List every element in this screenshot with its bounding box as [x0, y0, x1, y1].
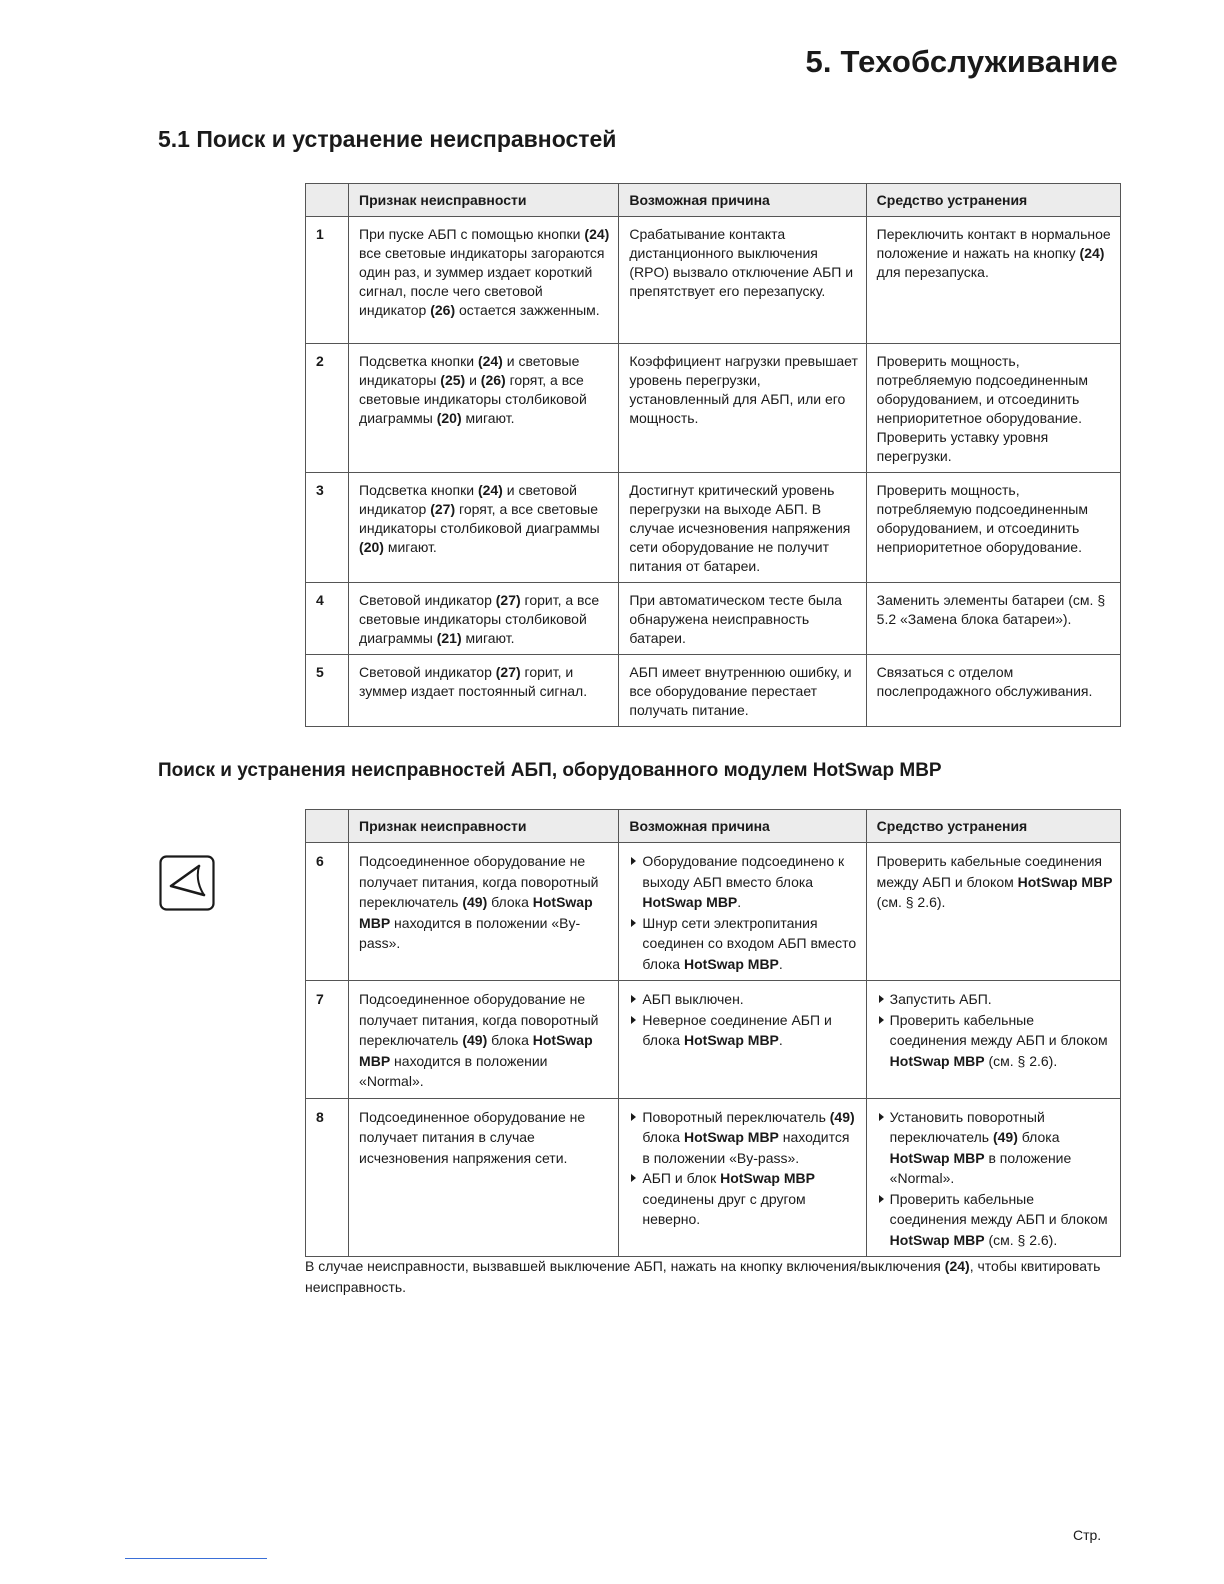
remedy-bullet: Запустить АБП. [877, 989, 1114, 1010]
row-symptom: Световой индикатор (27) горит, а все световые индикаторы столбиковой диаграммы (21) мигают. [349, 583, 619, 655]
row-cause: АБП имеет внутреннюю ошибку, и все оборудование перестает получать питание. [619, 655, 866, 727]
remedy-bullet: Установить поворотный переключатель (49) блока HotSwap MBP в положение «Normal». [877, 1107, 1114, 1189]
row-symptom: Подсоединенное оборудование не получает питания, когда поворотный переключатель (49) блока HotSwap MBP находится в положении «Normal». [349, 981, 619, 1099]
table-row [306, 473, 1121, 583]
row-remedy: Связаться с отделом послепродажного обслуживания. [866, 655, 1120, 727]
row-cause: Срабатывание контакта дистанционного выключения (RPO) вызвало отключение АБП и препятствует его перезапуску. [619, 217, 866, 344]
row-symptom: При пуске АБП с помощью кнопки (24) все световые индикаторы загораются один раз, и зуммер издает короткий сигнал, после чего световой индикатор (26) остается зажженным. [349, 217, 619, 344]
row-number: 5 [306, 655, 349, 727]
header-remedy: Средство устранения [866, 184, 1120, 217]
note-pointer-icon [159, 855, 215, 911]
row-cause: При автоматическом тесте была обнаружена неисправность батареи. [619, 583, 866, 655]
table-row [306, 843, 1121, 981]
header-cause: Возможная причина [619, 184, 866, 217]
table-row [306, 655, 1121, 727]
row-number: 8 [306, 1098, 349, 1257]
table-row [306, 344, 1121, 473]
row-symptom: Подсоединенное оборудование не получает питания, когда поворотный переключатель (49) блока HotSwap MBP находится в положении «By-pass». [349, 843, 619, 981]
remedy-bullet: Проверить кабельные соединения между АБП и блоком HotSwap MBP (см. § 2.6). [877, 1189, 1114, 1251]
remedy-bullet: Проверить кабельные соединения между АБП и блоком HotSwap MBP (см. § 2.6). [877, 1010, 1114, 1072]
row-remedy [866, 981, 1120, 1099]
row-symptom: Подсветка кнопки (24) и световые индикаторы (25) и (26) горят, а все световые индикаторы столбиковой диаграммы (20) мигают. [349, 344, 619, 473]
chapter-title: 5. Техобслуживание [805, 44, 1118, 79]
row-number: 6 [306, 843, 349, 981]
subsection-title: Поиск и устранения неисправностей АБП, оборудованного модулем HotSwap MBP [158, 760, 942, 781]
troubleshooting-table [305, 183, 1121, 727]
row-cause [619, 843, 866, 981]
row-symptom: Световой индикатор (27) горит, и зуммер издает постоянный сигнал. [349, 655, 619, 727]
row-remedy [866, 843, 1120, 981]
cause-bullet: АБП и блок HotSwap MBP соединены друг с другом неверно. [629, 1168, 859, 1230]
header-symptom: Признак неисправности [349, 810, 619, 843]
table-row [306, 1098, 1121, 1257]
row-number: 3 [306, 473, 349, 583]
page-label: Стр. [1073, 1527, 1102, 1543]
section-title: 5.1 Поиск и устранение неисправностей [158, 126, 617, 152]
header-number [306, 810, 349, 843]
table-header-row [306, 184, 1121, 217]
row-remedy: Переключить контакт в нормальное положение и нажать на кнопку (24) для перезапуска. [866, 217, 1120, 344]
cause-bullet: Неверное соединение АБП и блока HotSwap MBP. [629, 1010, 859, 1051]
header-cause: Возможная причина [619, 810, 866, 843]
cause-bullet: Шнур сети электропитания соединен со входом АБП вместо блока HotSwap MBP. [629, 913, 859, 975]
table-row [306, 217, 1121, 344]
footnote: В случае неисправности, вызвавшей выключение АБП, нажать на кнопку включения/выключения (24), чтобы квитировать неисправность. [305, 1258, 1101, 1295]
hotswap-troubleshooting-table [305, 809, 1121, 1257]
table-row [306, 981, 1121, 1099]
table-header-row [306, 810, 1121, 843]
cause-bullet: Оборудование подсоединено к выходу АБП вместо блока HotSwap MBP. [629, 851, 859, 913]
row-symptom: Подсоединенное оборудование не получает питания в случае исчезновения напряжения сети. [349, 1098, 619, 1257]
row-symptom: Подсветка кнопки (24) и световой индикатор (27) горят, а все световые индикаторы столбиковой диаграммы (20) мигают. [349, 473, 619, 583]
row-remedy: Проверить мощность, потребляемую подсоединенным оборудованием, и отсоединить неприоритетное оборудование. [866, 473, 1120, 583]
cause-bullet: АБП выключен. [629, 989, 859, 1010]
row-remedy: Проверить мощность, потребляемую подсоединенным оборудованием, и отсоединить неприоритетное оборудование. Проверить уставку уровня перегрузки. [866, 344, 1120, 473]
bottom-rule [125, 1558, 267, 1559]
row-number: 2 [306, 344, 349, 473]
row-number: 1 [306, 217, 349, 344]
row-remedy [866, 1098, 1120, 1257]
row-number: 4 [306, 583, 349, 655]
row-remedy: Заменить элементы батареи (см. § 5.2 «Замена блока батареи»). [866, 583, 1120, 655]
row-cause: Достигнут критический уровень перегрузки на выходе АБП. В случае исчезновения напряжения сети оборудование не получит питания от батареи. [619, 473, 866, 583]
table-row [306, 583, 1121, 655]
row-number: 7 [306, 981, 349, 1099]
cause-bullet: Поворотный переключатель (49) блока HotSwap MBP находится в положении «By-pass». [629, 1107, 859, 1169]
header-symptom: Признак неисправности [349, 184, 619, 217]
row-cause [619, 981, 866, 1099]
row-cause: Коэффициент нагрузки превышает уровень перегрузки, установленный для АБП, или его мощность. [619, 344, 866, 473]
header-remedy: Средство устранения [866, 810, 1120, 843]
header-number [306, 184, 349, 217]
row-cause [619, 1098, 866, 1257]
remedy-text: Проверить кабельные соединения между АБП и блоком HotSwap MBP (см. § 2.6). [876, 853, 1113, 910]
